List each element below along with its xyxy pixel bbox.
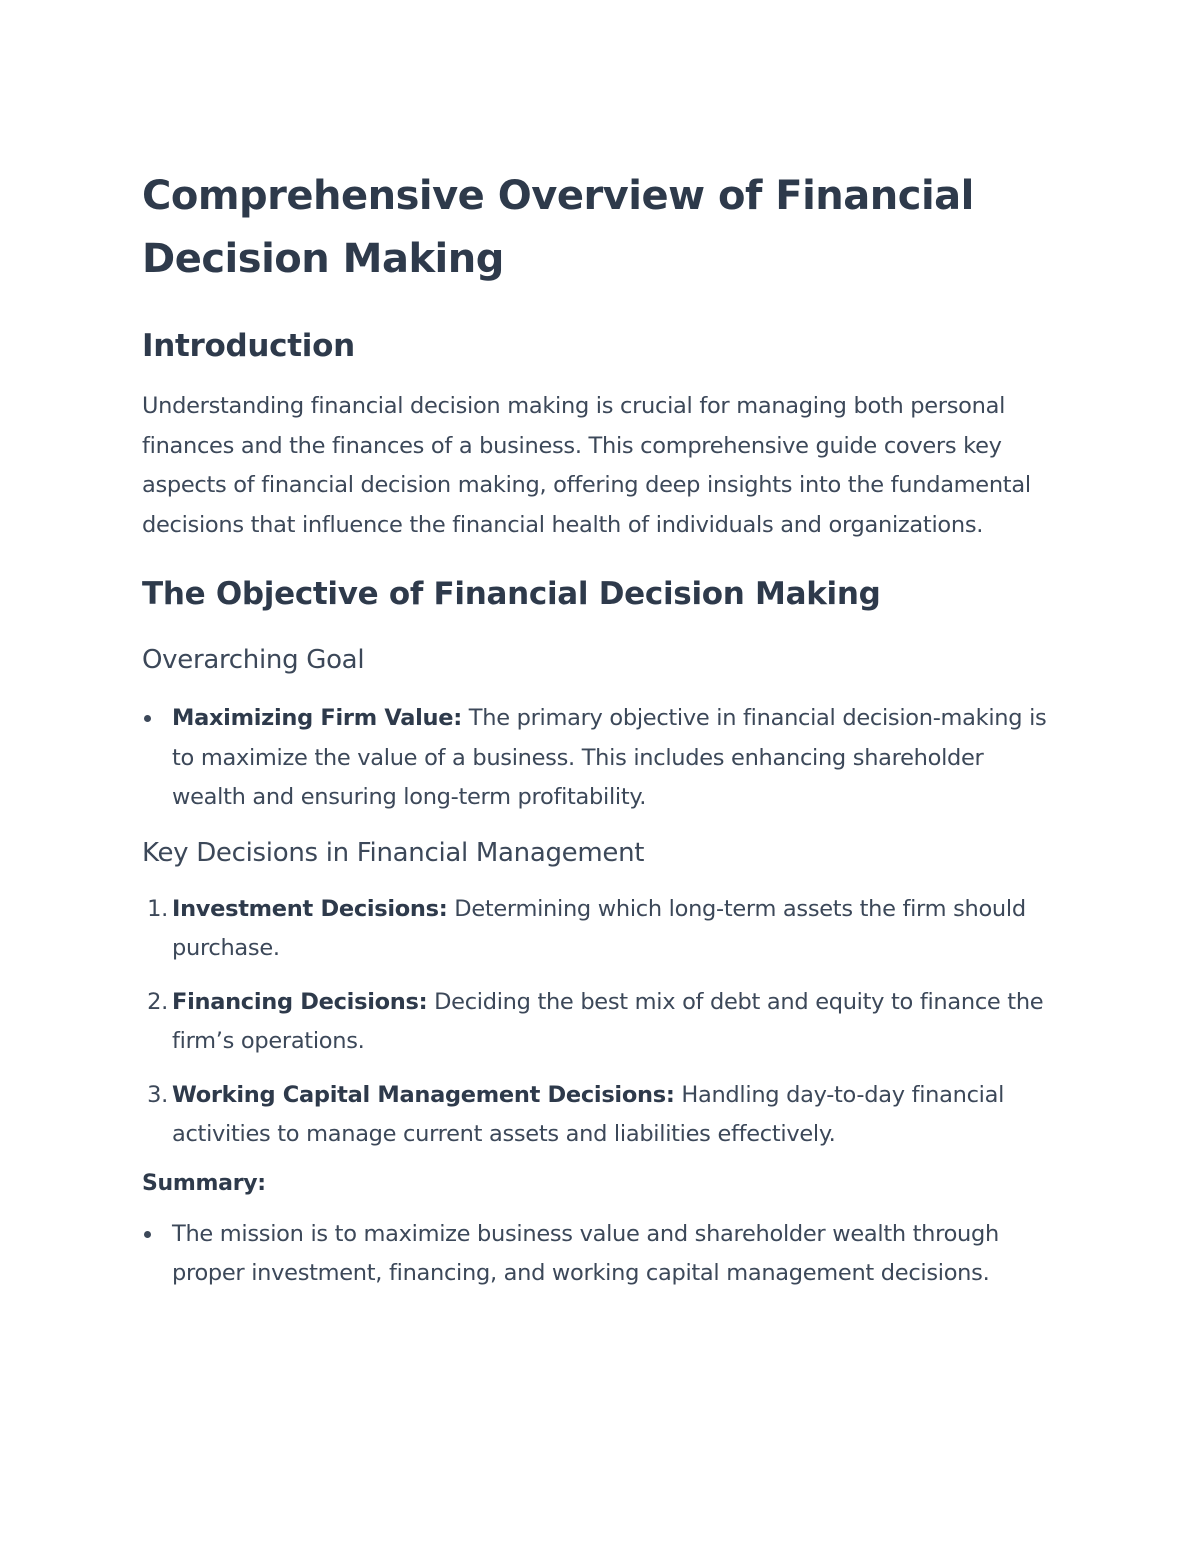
list-item-term: Working Capital Management Decisions: (172, 1081, 675, 1108)
list-item-number: 1. (147, 895, 168, 922)
overarching-goal-heading: Overarching Goal (142, 645, 365, 675)
key-decisions-heading: Key Decisions in Financial Management (142, 837, 645, 868)
summary-list (142, 1215, 1052, 1294)
overarching-goal-list (142, 699, 1052, 818)
list-item-text: Deciding the best mix of debt and equity to finance the firm’s operations. (172, 988, 1044, 1054)
list-item (142, 699, 1052, 818)
key-decisions-list (142, 890, 1052, 1155)
list-item (142, 1215, 1052, 1294)
list-item-number: 3. (147, 1081, 168, 1108)
summary-label: Summary: (142, 1170, 266, 1196)
list-item-text: Handling day-to-day financial activities to manage current assets and liabilities effectively. (172, 1081, 1005, 1147)
document-title: Comprehensive Overview of Financial Decision Making (142, 173, 974, 282)
list-item (142, 1076, 1052, 1155)
list-item-term: Investment Decisions: (172, 895, 448, 922)
bullet-icon (144, 715, 151, 722)
introduction-paragraph: Understanding financial decision making is crucial for managing both personal finances and the finances of a business. This comprehensive guide covers key aspects of financial decision making, offering deep insights into the fundamental decisions that influence the financial health of individuals and organizations. (142, 393, 1031, 538)
list-item-text: The mission is to maximize business value and shareholder wealth through proper investment, financing, and working capital management decisions. (172, 1220, 999, 1286)
objective-heading: The Objective of Financial Decision Making (142, 576, 881, 612)
document-page (142, 165, 1052, 1294)
list-item-text: Determining which long-term assets the firm should purchase. (172, 895, 1026, 961)
list-item-term: Maximizing Firm Value: (172, 705, 462, 731)
introduction-heading: Introduction (142, 328, 355, 364)
list-item-number: 2. (147, 988, 168, 1015)
bullet-icon (144, 1231, 151, 1238)
list-item-text: The primary objective in financial decision-making is to maximize the value of a business. This includes enhancing shareholder wealth and ensuring long-term profitability. (172, 705, 1047, 810)
list-item (142, 983, 1052, 1062)
list-item-term: Financing Decisions: (172, 988, 428, 1015)
list-item (142, 890, 1052, 969)
